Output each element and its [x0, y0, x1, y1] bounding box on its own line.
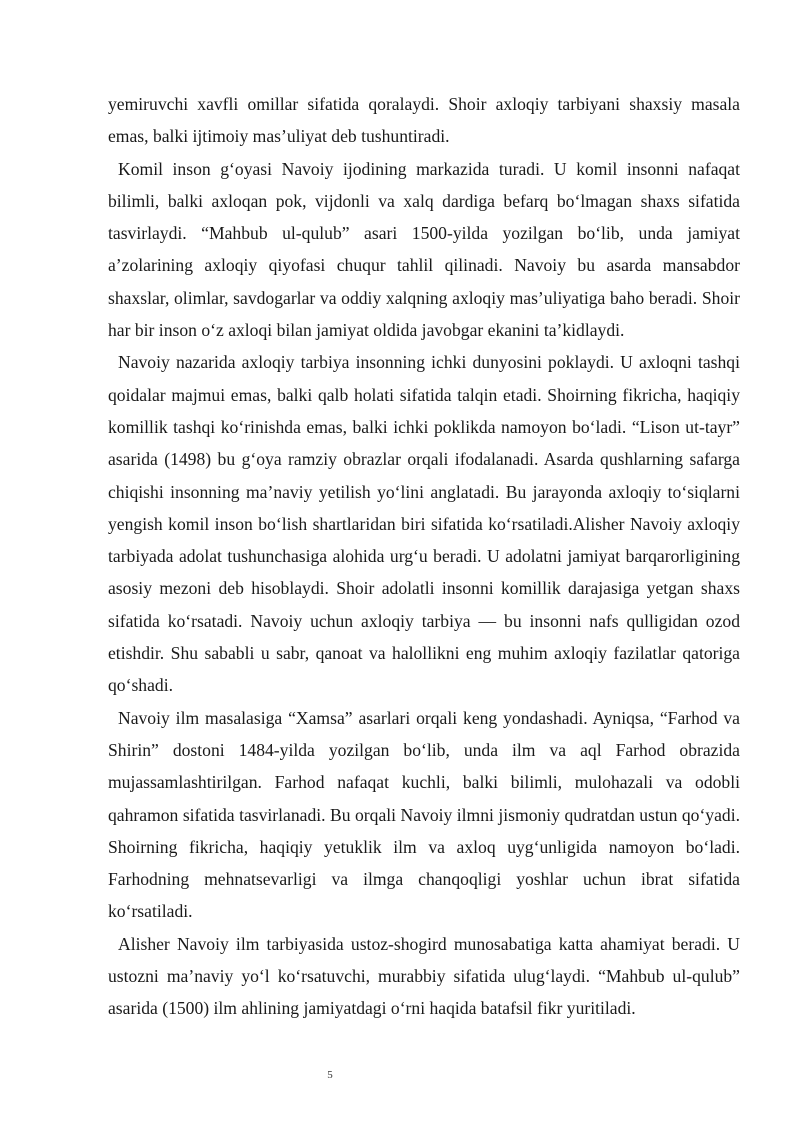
paragraph-3: Navoiy nazarida axloqiy tarbiya insonning ichki dunyosini poklaydi. U axloqni tashqi qoidalar majmui emas, balki qalb holati sifatida talqin etadi. Shoirning fikricha, haqiqiy komillik tashqi ko‘rinishda emas, balki ichki poklikda namoyon bo‘ladi. “Lison ut-tayr” asarida (1498) bu g‘oya ramziy obrazlar orqali ifodalanadi. Asarda qushlarning safarga chiqishi insonning ma’naviy yetilish yo‘lini anglatadi. Bu jarayonda axloqiy to‘siqlarni yengish komil inson bo‘lish shartlaridan biri sifatida ko‘rsatiladi.Alisher Navoiy axloqiy tarbiyada adolat tushunchasiga alohida urg‘u beradi. U adolatni jamiyat barqarorligining asosiy mezoni deb hisoblaydi. Shoir adolatli insonni komillik darajasiga yetgan shaxs sifatida ko‘rsatadi. Navoiy uchun axloqiy tarbiya — bu insonni nafs qulligidan ozod etishdir. Shu sababli u sabr, qanoat va halollikni eng muhim axloqiy fazilatlar qatoriga qo‘shadi.	[108, 352, 740, 696]
paragraph-2: Komil inson g‘oyasi Navoiy ijodining markazida turadi. U komil insonni nafaqat bilimli, balki axloqan pok, vijdonli va xalq dardiga befarq bo‘lmagan shaxs sifatida tasvirlaydi. “Mahbub ul-qulub” asari 1500-yilda yozilgan bo‘lib, unda jamiyat a’zolarining axloqiy qiyofasi chuqur tahlil qilinadi. Navoiy bu asarda mansabdor shaxslar, olimlar, savdogarlar va oddiy xalqning axloqiy mas’uliyatiga baho beradi. Shoir har bir inson o‘z axloqi bilan jamiyat oldida javobgar ekanini ta’kidlaydi.	[108, 158, 740, 341]
page-number: 5	[327, 1069, 333, 1081]
paragraph-4: Navoiy ilm masalasiga “Xamsa” asarlari orqali keng yondashadi. Ayniqsa, “Farhod va Shirin” dostoni 1484-yilda yozilgan bo‘lib, unda ilm va aql Farhod obrazida mujassamlashtirilgan. Farhod nafaqat kuchli, balki bilimli, mulohazali va odobli qahramon sifatida tasvirlanadi. Bu orqali Navoiy ilmni jismoniy qudratdan ustun qo‘yadi. Shoirning fikricha, haqiqiy yetuklik ilm va axloq uyg‘unligida namoyon bo‘ladi. Farhodning mehnatsevarligi va ilmga chanqoqligi yoshlar uchun ibrat sifatida ko‘rsatiladi.	[108, 707, 740, 922]
paragraph-1: yemiruvchi xavfli omillar sifatida qoralaydi. Shoir axloqiy tarbiyani shaxsiy masala emas, balki ijtimoiy mas’uliyat deb tushuntiradi.	[108, 94, 740, 147]
paragraph-5: Alisher Navoiy ilm tarbiyasida ustoz-shogird munosabatiga katta ahamiyat beradi. U ustozni ma’naviy yo‘l ko‘rsatuvchi, murabbiy sifatida ulug‘laydi. “Mahbub ul-qulub” asarida (1500) ilm ahlining jamiyatdagi o‘rni haqida batafsil fikr yuritiladi.	[108, 933, 740, 1019]
page-body	[108, 88, 740, 1025]
